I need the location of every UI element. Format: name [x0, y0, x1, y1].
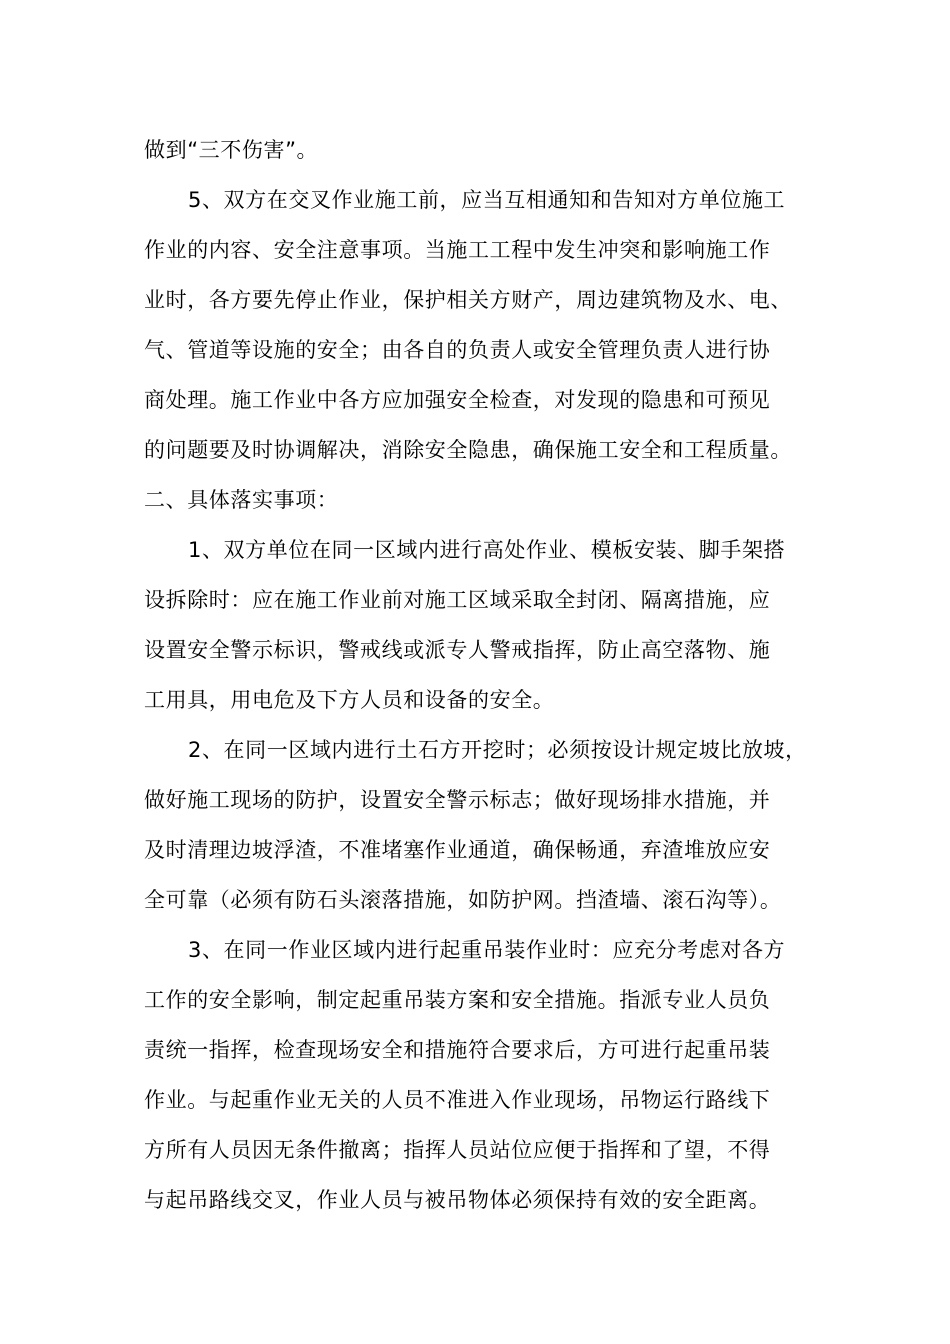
text-line: 业时，各方要先停止作业，保护相关方财产，周边建筑物及水、电、 [144, 288, 792, 312]
paragraph-2-start: 2、在同一区域内进行土石方开挖时；必须按设计规定坡比放坡， [188, 738, 807, 762]
paragraph-5-start: 5、双方在交叉作业施工前，应当互相通知和告知对方单位施工 [188, 188, 786, 212]
text-line: 作业的内容、安全注意事项。当施工工程中发生冲突和影响施工作 [144, 238, 771, 262]
text-line: 工用具，用电危及下方人员和设备的安全。 [144, 688, 555, 712]
paragraph-3-start: 3、在同一作业区域内进行起重吊装作业时：应充分考虑对各方 [188, 938, 786, 962]
text-line: 做到“三不伤害”。 [144, 138, 319, 162]
text-line: 设置安全警示标识，警戒线或派专人警戒指挥，防止高空落物、施 [144, 638, 771, 662]
text-line: 气、管道等设施的安全；由各自的负责人或安全管理负责人进行协 [144, 338, 771, 362]
text-line: 设拆除时：应在施工作业前对施工区域采取全封闭、隔离措施，应 [144, 588, 771, 612]
text-line: 做好施工现场的防护，设置安全警示标志；做好现场排水措施，并 [144, 788, 771, 812]
text-line: 的问题要及时协调解决，消除安全隐患，确保施工安全和工程质量。 [144, 438, 792, 462]
text-line: 及时清理边坡浮渣，不准堵塞作业通道，确保畅通，弃渣堆放应安 [144, 838, 771, 862]
paragraph-1-start: 1、双方单位在同一区域内进行高处作业、模板安装、脚手架搭 [188, 538, 786, 562]
text-line: 责统一指挥，检查现场安全和措施符合要求后，方可进行起重吊装 [144, 1038, 771, 1062]
text-line: 方所有人员因无条件撤离；指挥人员站位应便于指挥和了望，不得 [144, 1138, 771, 1162]
section-heading: 二、具体落实事项： [144, 488, 339, 512]
text-line: 与起吊路线交叉，作业人员与被吊物体必须保持有效的安全距离。 [144, 1188, 771, 1212]
text-line: 工作的安全影响，制定起重吊装方案和安全措施。指派专业人员负 [144, 988, 771, 1012]
text-line: 全可靠（必须有防石头滚落措施，如防护网。挡渣墙、滚石沟等）。 [144, 888, 782, 912]
text-line: 作业。与起重作业无关的人员不准进入作业现场，吊物运行路线下 [144, 1088, 771, 1112]
text-line: 商处理。施工作业中各方应加强安全检查，对发现的隐患和可预见 [144, 388, 771, 412]
